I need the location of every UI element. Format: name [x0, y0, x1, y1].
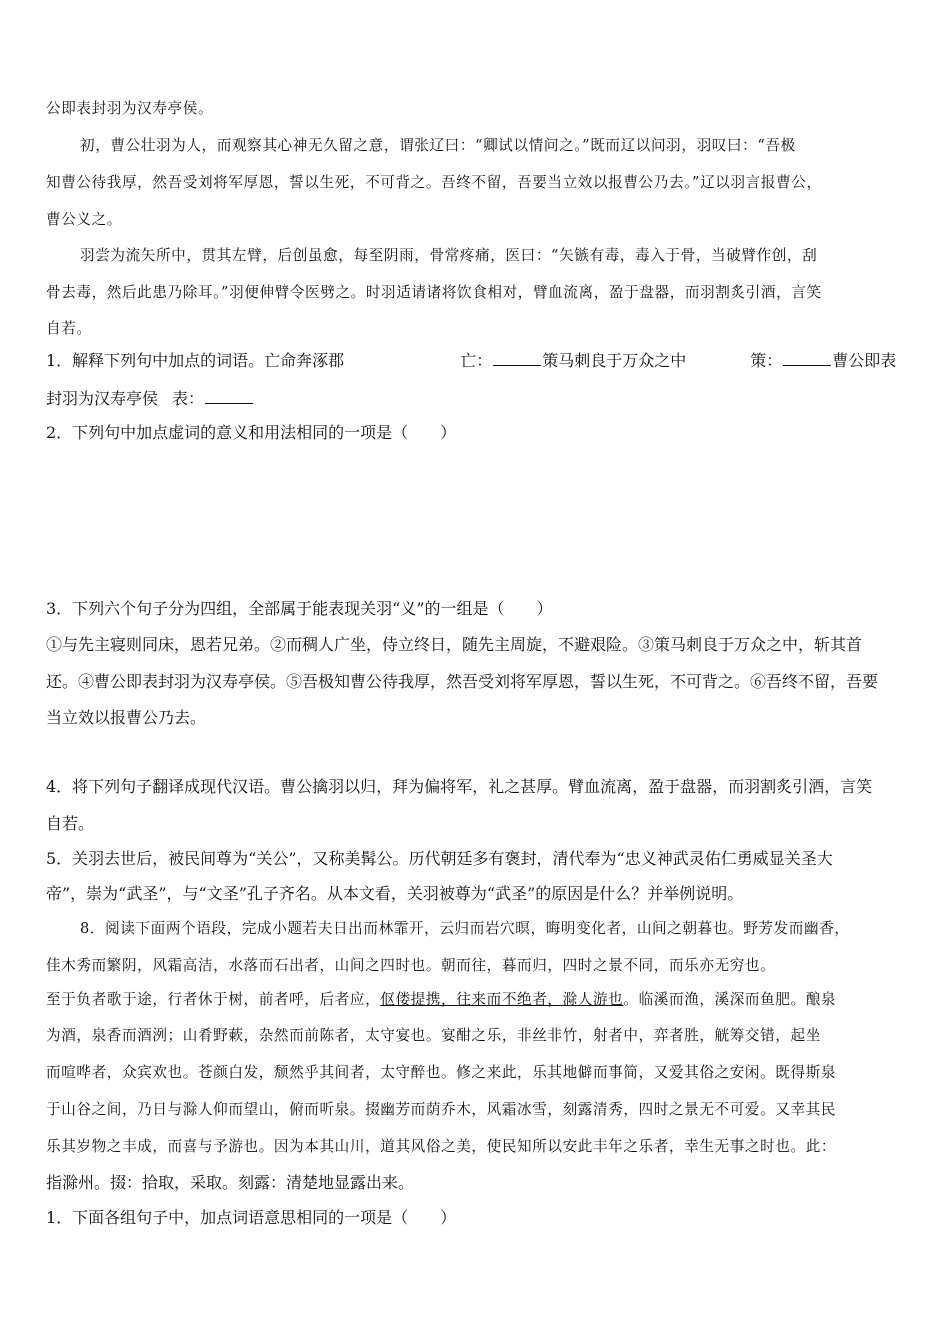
passage-line: 为酒，泉香而酒洌；山肴野蔌，杂然而前陈者，太守宴也。宴酣之乐，非丝非竹，射者中，弈者胜，觥筹交错，起坐 — [46, 1027, 821, 1044]
passage-line: 自若。 — [46, 320, 92, 337]
passage-line: 于山谷之间，乃日与滁人仰而望山，俯而听泉。掇幽芳而荫乔木，风霜冰雪，刻露清秀，四时之景无不可爱。又幸其民 — [46, 1101, 837, 1118]
passage-text: 至于负者歌于途，行者休于树，前者呼，后者应， — [46, 991, 381, 1008]
question-1-line2 — [46, 388, 908, 410]
question-4: 4．将下列句子翻译成现代汉语。曹公擒羽以归，拜为偏将军，礼之甚厚。臂血流离，盈于盘器，而羽割炙引酒，言笑 — [46, 777, 873, 796]
question-3-text: 还。④曹公即表封羽为汉寿亭侯。⑤吾极知曹公待我厚，然吾受刘将军厚恩，誓以生死，不可背之。⑥吾终不留，吾要 — [46, 672, 879, 691]
q1-text: 封羽为汉寿亭侯 — [46, 389, 159, 408]
passage-line: 曹公义之。 — [46, 211, 122, 228]
q1-label: 表： — [172, 389, 205, 408]
q1-text: 曹公即表 — [832, 351, 897, 370]
q1-label: 亡： — [460, 351, 493, 370]
passage-line: 羽尝为流矢所中，贯其左臂，后创虽愈，每至阴雨，骨常疼痛，医曰：“矢镞有毒，毒入于骨，当破臂作创，刮 — [80, 247, 818, 264]
q1-text: 1．解释下列句中加点的词语。亡命奔涿郡 — [46, 351, 345, 370]
question-5: 帝”，崇为“武圣”，与“文圣”孔子齐名。从本文看，关羽被尊为“武圣”的原因是什么？并举例说明。 — [46, 884, 744, 903]
q1-label: 策： — [750, 351, 783, 370]
underlined-sentence: 伛偻提携，往来而不绝者，滁人游也 — [380, 991, 624, 1008]
passage-line — [46, 989, 908, 1011]
passage-line: 初，曹公壮羽为人，而观察其心神无久留之意，谓张辽曰：“卿试以情问之。”既而辽以问羽，羽叹曰：“吾极 — [80, 137, 796, 154]
question-5: 5．关羽去世后，被民间尊为“关公”，又称美髯公。历代朝廷多有褒封，清代奉为“忠义神武灵佑仁勇威显关圣大 — [46, 849, 833, 868]
passage-line: 知曹公待我厚，然吾受刘将军厚恩，誓以生死，不可背之。吾终不留，吾要当立效以报曹公乃去。”辽以羽言报曹公， — [46, 174, 822, 191]
passage-line: 公即表封羽为汉寿亭侯。 — [46, 100, 214, 117]
answer-blank[interactable] — [205, 389, 253, 404]
passage-line: 乐其岁物之丰成，而喜与予游也。因为本其山川，道其风俗之美，使民知所以安此丰年之乐者，幸生无事之时也。此： — [46, 1138, 837, 1155]
passage-line: 8．阅读下面两个语段，完成小题若夫日出而林霏开，云归而岩穴暝，晦明变化者，山间之朝暮也。野芳发而幽香， — [80, 920, 850, 937]
passage-line: 骨去毒，然后此患乃除耳。”羽便伸臂令医劈之。时羽适请诸将饮食相对，臂血流离，盈于盘器，而羽割炙引酒，言笑 — [46, 284, 822, 301]
answer-blank[interactable] — [493, 351, 541, 366]
question-2-stem: 2．下列句中加点虚词的意义和用法相同的一项是（ ） — [46, 423, 457, 442]
passage-text: 。临溪而渔，溪深而鱼肥。酿泉 — [623, 991, 837, 1008]
question-4: 自若。 — [46, 814, 95, 833]
q1-text: 策马刺良于万众之中 — [542, 351, 687, 370]
question-1 — [46, 350, 908, 372]
question-3-text: ①与先主寝则同床，恩若兄弟。②而稠人广坐，侍立终日，随先主周旋，不避艰险。③策马刺良于万众之中，斩其首 — [46, 635, 863, 654]
passage-line: 而喧哗者，众宾欢也。苍颜白发，颓然乎其间者，太守醉也。修之来此，乐其地僻而事简，又爱其俗之安闲。既得斯泉 — [46, 1064, 837, 1081]
question-last-stem: 1．下面各组句子中，加点词语意思相同的一项是（ ） — [46, 1208, 457, 1227]
question-3-stem: 3．下列六个句子分为四组，全部属于能表现关羽“义”的一组是（ ） — [46, 599, 553, 618]
passage-line: 佳木秀而繁阴，风霜高洁，水落而石出者，山间之四时也。朝而往，暮而归，四时之景不同，而乐亦无穷也。 — [46, 957, 776, 974]
passage-note: 指滁州。掇：拾取，采取。刻露：清楚地显露出来。 — [46, 1173, 415, 1192]
question-3-text: 当立效以报曹公乃去。 — [46, 708, 207, 727]
answer-blank[interactable] — [783, 351, 831, 366]
